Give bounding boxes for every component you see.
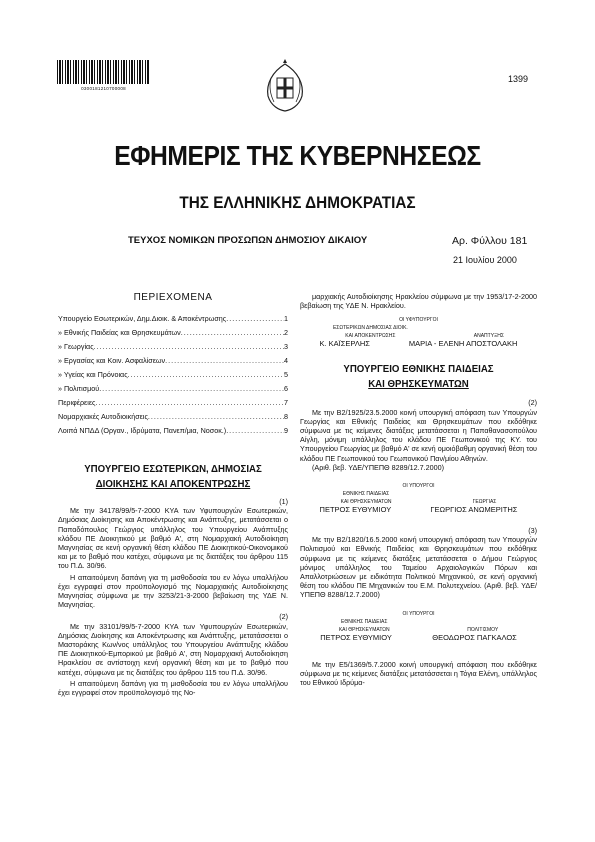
toc-row: Λοιπά ΝΠΔΔ (Οργαν., Ιδρύματα, Πανεπ/μια, Νοσοκ.) ..... 9 xyxy=(58,426,288,436)
signatory-name: ΘΕΟΔΩΡΟΣ ΠΑΓΚΑΛΟΣ xyxy=(432,632,517,642)
signatory-name: Κ. ΚΑΪΣΕΡΛΗΣ xyxy=(319,339,370,349)
page-number: 1399 xyxy=(508,74,529,84)
item-number: (2) xyxy=(279,612,288,622)
section-heading: ΚΑΙ ΘΡΗΣΚΕΥΜΑΤΩΝ xyxy=(368,378,469,391)
section-heading: ΥΠΟΥΡΓΕΙΟ ΕΣΩΤΕΡΙΚΩΝ, ΔΗΜΟΣΙΑΣ xyxy=(84,463,262,475)
paragraph: Η απαιτούμενη δαπάνη για τη μισθοδοσία του εν λόγω υπαλλήλου έχει εγγραφεί στον προϋπολογισμό της Νομαρχιακής Αυτοδιοίκησης Μαγνησίας σύμφωνα με την 3253/21-3-2000 βεβαίωση της ΥΔΕ Ν. Μαγνησίας. xyxy=(58,572,288,610)
signatory-name: ΜΑΡΙΑ - ΕΛΕΝΗ ΑΠΟΣΤΟΛΑΚΗ xyxy=(408,339,518,349)
toc-title: ΠΕΡΙΕΧΟΜΕΝΑ xyxy=(133,292,213,303)
item-number: (2) xyxy=(528,398,537,408)
toc-row: Περιφέρειες ..... 7 xyxy=(58,398,288,408)
toc-row: Νομαρχιακές Αυτοδιοικήσεις ..... 8 xyxy=(58,412,288,422)
right-column xyxy=(300,292,537,687)
paragraph: Με την Β2/1820/16.5.2000 κοινή υπουργική απόφαση των Υπουργών Πολιτισμού και Εθνικής Παιδείας και Θρησκευμάτων που εκδόθηκε σύμφωνα με τις κείμενες διατάξεις μετατάσσεται ο Δήμου Γεώργιος μόνιμος υπάλληλος του Ταμείου Αρχαιολογικών Πόρων και Απαλλοτριώσεων με ειδικότητα Πολιτικού Μηχανικού, σε κενή οργανική θέση του κλάδου ΠΕ Μηχανικών του Ε.Μ. Πολυτεχνείου. (Αριθ. βεβ. ΥΔΕ/ΥΠΕΠΘ 8288/12.7.2000) xyxy=(300,535,537,600)
barcode xyxy=(57,60,150,84)
issue-type: ΤΕΥΧΟΣ ΝΟΜΙΚΩΝ ΠΡΟΣΩΠΩΝ ΔΗΜΟΣΙΟΥ ΔΙΚΑΙΟΥ xyxy=(128,235,368,246)
item-number: (1) xyxy=(279,497,288,506)
paragraph: Με την 33101/99/5-7-2000 ΚΥΑ των Υφυπουργών Εσωτερικών, Δημόσιας Διοίκησης και Αποκέντρωσης και Ανάπτυξης, μετατάσσεται ο Μαστοράκης Κων/νος υπάλληλος του Υπουργείου Ανάπτυξης κλάδου ΠΕ Διοικητικού-Εμπορικού με βαθμό Α', στη Νομαρχιακή Αυτοδιοίκηση Ηρακλείου σε αντίστοιχη κενή οργανική θέση και με το βαθμό που κατέχει, σύμφωνα με τις διατάξεις του άρθρου 115 του Π.Δ. 30/96. xyxy=(58,621,288,677)
left-column xyxy=(58,462,288,697)
reference: (Αριθ. βεβ. ΥΔΕ/ΥΠΕΠΘ 8289/12.7.2000) xyxy=(312,462,444,472)
signatory-name: ΠΕΤΡΟΣ ΕΥΘΥΜΙΟΥ xyxy=(319,505,392,515)
paragraph: μαρχιακής Αυτοδιοίκησης Ηρακλείου σύμφωνα με την 1953/17-2-2000 βεβαίωση της ΥΔΕ Ν. Ηρακλείου. xyxy=(300,292,537,311)
barcode-number: 0300181210700008 xyxy=(81,86,126,91)
signature-block: ΟΙ ΥΠΟΥΡΓΟΙ ΕΘΝΙΚΗΣ ΠΑΙΔΕΙΑΣ ΚΑΙ ΘΡΗΣΚΕΥΜΑΤΩΝ ΠΟΛΙΤΙΣΜΟΥ ΠΕΤΡΟΣ ΕΥΘΥΜΙΟΥ ΘΕΟΔΩΡΟΣ ΠΑΓΚΑΛΟΣ xyxy=(320,610,517,642)
toc-row: » Υγείας και Πρόνοιας ..... 5 xyxy=(58,370,288,380)
paragraph: Με την Ε5/1369/5.7.2000 κοινή υπουργική απόφαση που εκδόθηκε σύμφωνα με τις κείμενες διατάξεις μετατάσσεται η Τόγια Ελένη, υπάλληλος του Εθνικού Ιδρύμα- xyxy=(300,659,537,688)
toc-row: » Πολιτισμού ..... 6 xyxy=(58,384,288,394)
section-heading: ΥΠΟΥΡΓΕΙΟ ΕΘΝΙΚΗΣ ΠΑΙΔΕΙΑΣ xyxy=(343,363,494,376)
signatory-name: ΓΕΩΡΓΙΟΣ ΑΝΩΜΕΡΙΤΗΣ xyxy=(430,505,518,515)
toc-row: Υπουργείο Εσωτερικών, Δημ.Διοικ. & Αποκέντρωσης ..... 1 xyxy=(58,314,288,324)
issue-date: 21 Ιουλίου 2000 xyxy=(453,255,517,265)
paragraph: Με την 34178/99/5-7-2000 ΚΥΑ των Υφυπουργών Εσωτερικών, Δημόσιας Διοίκησης και Αποκέντρωσης και Ανάπτυξης, μετατάσσεται ο Παπαδόπουλος Γεώργιος υπάλληλος του Υπουργείου Ανάπτυξης κλάδου ΠΕ Διοικητικού με βαθμό Α', στη Νομαρχιακή Αυτοδιοίκηση Μαγνησίας σε κενή οργανική θέση κλάδου ΠΕ Διοικητικού-Οικονομικού και με το βαθμό που κατέχει, σύμφωνα με τις διατάξεις του άρθρου 115 του Π.Δ. 30/96. xyxy=(58,506,288,571)
item-number: (3) xyxy=(528,526,537,536)
coat-of-arms-icon xyxy=(262,58,308,112)
sheet-number: Αρ. Φύλλου 181 xyxy=(452,235,528,247)
signature-block: ΟΙ ΥΦΥΠΟΥΡΓΟΙ ΕΣΩΤΕΡΙΚΩΝ ΔΗΜΟΣΙΑΣ ΔΙΟΙΚ. ΚΑΙ ΑΠΟΚΕΝΤΡΩΣΗΣ ΑΝΑΠΤΥΞΗΣ Κ. ΚΑΪΣΕΡΛΗΣ ΜΑΡΙΑ - ΕΛΕΝΗ ΑΠΟΣΤΟΛΑΚΗ xyxy=(319,317,518,349)
paragraph: Η απαιτούμενη δαπάνη για τη μισθοδοσία του εν λόγω υπαλλήλου έχει εγγραφεί στον προϋπολογισμό της Νο- xyxy=(58,678,288,698)
toc-row: » Γεωργίας ..... 3 xyxy=(58,342,288,352)
section-heading: ΔΙΟΙΚΗΣΗΣ ΚΑΙ ΑΠΟΚΕΝΤΡΩΣΗΣ xyxy=(95,478,251,490)
gazette-subtitle: ΤΗΣ ΕΛΛΗΝΙΚΗΣ ΔΗΜΟΚΡΑΤΙΑΣ xyxy=(179,193,416,212)
toc-row: » Εθνικής Παιδείας και Θρησκευμάτων ..... 2 xyxy=(58,328,288,338)
toc-row: » Εργασίας και Κοιν. Ασφαλίσεων ..... 4 xyxy=(58,356,288,366)
paragraph: Με την Β2/1925/23.5.2000 κοινή υπουργική απόφαση των Υπουργών Γεωργίας και Εθνικής Παιδείας και Θρησκευμάτων που εκδόθηκε σύμφωνα με τις κείμενες διατάξεις μετατάσσεται η Παπαθανασοπούλου Αίγλη, μόνιμη υπάλληλος του κλάδου ΠΕ Γεωπονικού της ΚΥ. του Υπουργείου Γεωργίας με βαθμό Α' σε κενή ομοιόβαθμη οργανική θέση του κλάδου ΠΕ Γεωπονικού του Γεωπονικού Παν/μίου Αθηνών. xyxy=(300,407,537,463)
signatory-name: ΠΕΤΡΟΣ ΕΥΘΥΜΙΟΥ xyxy=(320,632,392,642)
gazette-title: ΕΦΗΜΕΡΙΣ ΤΗΣ ΚΥΒΕΡΝΗΣΕΩΣ xyxy=(114,140,481,171)
signature-block: ΟΙ ΥΠΟΥΡΓΟΙ ΕΘΝΙΚΗΣ ΠΑΙΔΕΙΑΣ ΚΑΙ ΘΡΗΣΚΕΥΜΑΤΩΝ ΓΕΩΡΓΙΑΣ ΠΕΤΡΟΣ ΕΥΘΥΜΙΟΥ ΓΕΩΡΓΙΟΣ ΑΝΩΜΕΡΙΤΗΣ xyxy=(319,483,518,515)
